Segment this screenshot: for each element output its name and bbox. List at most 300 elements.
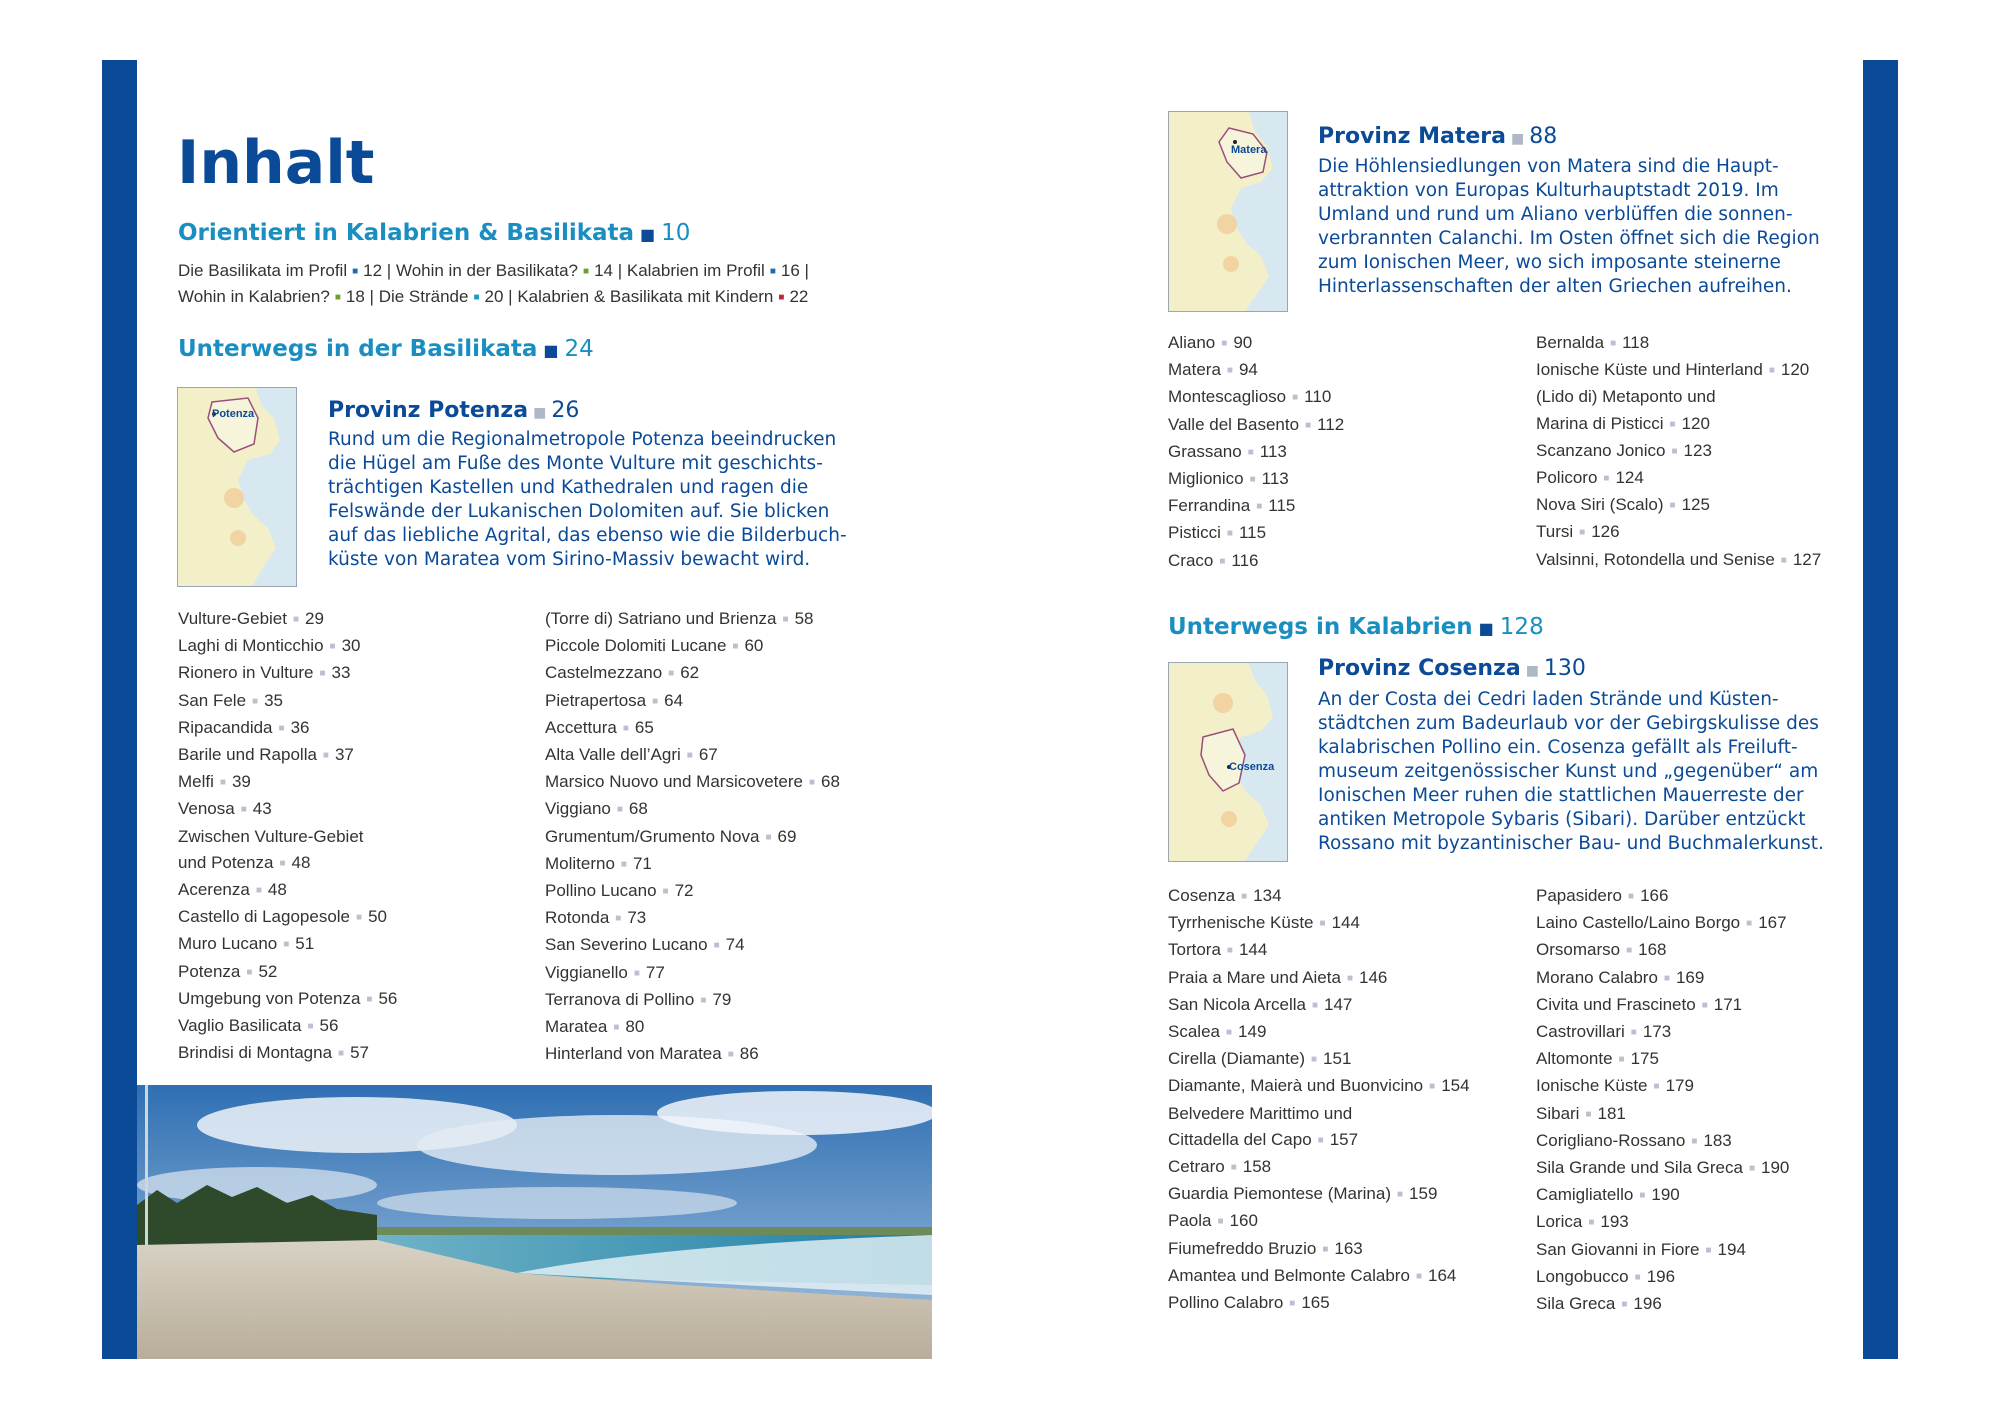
desc-line: Rossano mit byzantinischer Bau- und Buchmalerkunst. [1318, 833, 1824, 854]
toc-entry-page: 58 [794, 609, 814, 628]
orient-link[interactable] [178, 261, 382, 280]
toc-entry-name: Paola [1168, 1211, 1212, 1231]
toc-entry-page: 50 [368, 907, 387, 927]
toc-entry[interactable] [178, 1013, 397, 1040]
toc-entry[interactable] [1168, 1154, 1470, 1181]
section-heading-orientiert[interactable] [178, 220, 690, 246]
toc-entry[interactable] [545, 1014, 840, 1041]
toc-entry-name: Papasidero [1536, 886, 1623, 905]
toc-entry[interactable] [178, 660, 397, 687]
square-bullet-icon: ■ [219, 777, 226, 789]
toc-entry-name: Scalea [1168, 1022, 1220, 1042]
province-heading-cosenza[interactable] [1318, 656, 1586, 681]
square-bullet-icon: ■ [1317, 1134, 1324, 1146]
orient-link-text: Wohin in Kalabrien? [178, 287, 330, 306]
toc-entry-page: 126 [1591, 522, 1620, 542]
toc-entry[interactable] [545, 769, 840, 796]
toc-entry[interactable] [1536, 992, 1789, 1019]
toc-entry-page: 115 [1238, 523, 1267, 543]
toc-entry[interactable] [545, 851, 840, 878]
section-heading-basilikata[interactable] [178, 336, 594, 362]
toc-entry-name: Montescaglioso [1168, 387, 1287, 407]
toc-entry[interactable] [1536, 411, 1821, 438]
toc-entry[interactable] [1168, 1236, 1470, 1263]
toc-entry[interactable] [1168, 992, 1470, 1019]
toc-entry-page: 71 [632, 853, 652, 873]
orient-link-text: Wohin in der Basilikata? [395, 261, 579, 280]
square-bullet-icon: ■ [1669, 500, 1676, 512]
toc-entry-name: (Lido di) Metaponto und [1536, 387, 1716, 407]
toc-entry[interactable] [1536, 910, 1789, 937]
toc-entry-name: Valsinni, Rotondella und Senise [1536, 549, 1775, 569]
toc-entry-page: 65 [634, 717, 654, 737]
heading-page: 88 [1529, 124, 1558, 149]
toc-entry-name: Grassano [1168, 441, 1242, 461]
heading-text: Unterwegs in Kalabrien [1168, 614, 1473, 640]
orient-links-line-2 [178, 284, 878, 310]
toc-entry-name: Laino Castello/Laino Borgo [1536, 913, 1741, 933]
toc-entry[interactable] [1536, 1073, 1789, 1100]
toc-entry[interactable] [178, 824, 397, 850]
toc-entry-name: Belvedere Marittimo und [1168, 1103, 1353, 1123]
toc-entry-name: Maratea [545, 1017, 608, 1037]
orient-link[interactable] [627, 261, 800, 280]
toc-entry[interactable] [1168, 384, 1344, 411]
toc-entry[interactable] [1536, 965, 1789, 992]
toc-entry-page: 118 [1622, 333, 1650, 352]
toc-entry-name: Bernalda [1536, 333, 1605, 352]
desc-line: die Hügel am Fuße des Monte Vulture mit geschichts- [328, 453, 823, 474]
toc-entry-name: (Torre di) Satriano und Brienza [545, 609, 777, 628]
heading-page: 10 [661, 220, 691, 246]
toc-entry[interactable] [1536, 1209, 1789, 1236]
orient-links [178, 258, 878, 310]
potenza-map-thumbnail [177, 387, 297, 587]
square-bullet-icon: ■ [1230, 1162, 1237, 1174]
toc-entry-page: 113 [1259, 441, 1287, 461]
toc-entry-page: 64 [664, 690, 684, 710]
square-bullet-icon: ■ [1256, 501, 1263, 513]
toc-entry-name: Matera [1168, 360, 1221, 380]
toc-entry-page: 110 [1304, 387, 1332, 407]
toc-entry[interactable] [1168, 548, 1344, 575]
toc-entry[interactable] [545, 905, 840, 932]
toc-entry[interactable] [1536, 1101, 1789, 1128]
province-heading-matera[interactable] [1318, 124, 1557, 149]
map-label: Potenza [212, 408, 255, 420]
square-bullet-icon: ■ [583, 266, 590, 277]
square-bullet-icon: ■ [662, 886, 669, 898]
map-label: Matera [1231, 144, 1267, 156]
toc-entry-name: Alta Valle dell’Agri [545, 745, 681, 765]
toc-entry-name: Vulture-Gebiet [178, 609, 287, 628]
toc-entry-page: 29 [305, 609, 324, 628]
square-bullet-icon: ■ [1653, 1081, 1660, 1093]
square-bullet-icon: ■ [1618, 1054, 1625, 1066]
toc-entry[interactable] [545, 606, 840, 633]
square-bullet-icon: ■ [1225, 1027, 1233, 1039]
toc-entry-name: Scanzano Jonico [1536, 440, 1666, 460]
toc-entry[interactable] [1536, 1291, 1789, 1318]
toc-entry[interactable] [1536, 547, 1821, 574]
square-bullet-icon: ■ [1628, 891, 1635, 902]
toc-entry[interactable] [1536, 1264, 1789, 1291]
toc-entry[interactable] [1536, 1237, 1789, 1264]
square-bullet-icon: ■ [1292, 392, 1299, 404]
toc-entry-name: Rionero in Vulture [178, 663, 314, 683]
toc-entry[interactable] [1168, 1263, 1470, 1290]
toc-entry-name: Craco [1168, 550, 1214, 570]
toc-entry[interactable] [1168, 1101, 1470, 1127]
toc-entry-name: Brindisi di Montagna [178, 1043, 333, 1063]
square-bullet-icon: ■ [1691, 1135, 1698, 1147]
toc-entry-page: 160 [1229, 1211, 1258, 1231]
square-bullet-icon: ■ [616, 804, 623, 816]
toc-entry[interactable] [1168, 1127, 1470, 1154]
orient-link[interactable] [178, 287, 365, 306]
toc-entry-name: Piccole Dolomiti Lucane [545, 636, 727, 656]
matera-description [1318, 155, 1858, 299]
toc-entry[interactable] [178, 688, 397, 715]
toc-entry-page: 125 [1681, 495, 1710, 515]
toc-entry[interactable] [178, 850, 397, 877]
potenza-description [328, 428, 888, 572]
desc-line: verbrannten Calanchi. Im Osten öffnet sich die Region [1318, 228, 1820, 249]
square-bullet-icon: ■ [283, 939, 290, 951]
toc-entry[interactable] [1168, 493, 1344, 520]
toc-entry-page: 181 [1597, 1103, 1626, 1123]
toc-entry[interactable] [545, 688, 840, 715]
toc-entry-page: 151 [1323, 1049, 1352, 1069]
toc-entry-name: Ripacandida [178, 717, 273, 737]
toc-entry-name: Viggiano [545, 799, 611, 819]
toc-entry-name: Lorica [1536, 1212, 1583, 1232]
toc-entry-name: Morano Calabro [1536, 967, 1658, 987]
square-bullet-icon: ■ [1748, 1163, 1755, 1175]
toc-entry-name: Castrovillari [1536, 1022, 1625, 1042]
desc-line: kalabrischen Pollino ein. Cosenza gefällt als Freiluft- [1318, 737, 1798, 758]
toc-entry-page: 94 [1238, 360, 1258, 380]
desc-line: antiken Metropole Sybaris (Sibari). Darüber entzückt [1318, 809, 1806, 830]
toc-entry-name: Sila Grande und Sila Greca [1536, 1158, 1743, 1178]
square-bullet-icon: ■ [252, 695, 259, 707]
toc-entry[interactable] [1536, 519, 1821, 546]
toc-entry-name: Ionische Küste und Hinterland [1536, 360, 1763, 380]
toc-entry-page: 60 [744, 636, 764, 656]
square-bullet-icon: ■ [1415, 1270, 1422, 1282]
square-bullet-icon: ■ [1780, 554, 1787, 566]
toc-entry-name: Castello di Lagopesole [178, 907, 351, 927]
toc-entry-name: Pietrapertosa [545, 690, 647, 710]
toc-entry[interactable] [1168, 439, 1344, 466]
toc-entry[interactable] [178, 986, 397, 1013]
square-bullet-icon: ■ [1626, 945, 1633, 957]
desc-line: trächtigen Kastellen und Kathedralen und ragen die [328, 477, 809, 498]
square-bullet-icon: ■ [620, 858, 627, 870]
toc-entry[interactable] [178, 931, 397, 958]
toc-entry-name: Rotonda [545, 908, 610, 928]
toc-entry[interactable] [1168, 330, 1344, 357]
orient-link-page: 12 [363, 261, 383, 280]
toc-entry[interactable] [178, 796, 397, 823]
toc-entry-name: Hinterland von Maratea [545, 1044, 722, 1064]
square-bullet-icon: ■ [1588, 1217, 1595, 1229]
toc-entry[interactable] [545, 742, 840, 769]
toc-entry-page: 48 [291, 852, 311, 872]
square-bullet-icon: ■ [1310, 1054, 1318, 1066]
toc-entry-name: Guardia Piemontese (Marina) [1168, 1184, 1391, 1204]
toc-entry-name: Zwischen Vulture-Gebiet [178, 826, 364, 846]
toc-entry[interactable] [1536, 438, 1821, 465]
toc-entry-name: Marsico Nuovo und Marsicovetere [545, 772, 803, 792]
toc-entry[interactable] [1536, 1182, 1789, 1209]
toc-entry-page: 144 [1238, 940, 1268, 960]
toc-entry-page: 193 [1600, 1212, 1629, 1232]
toc-entry-name: Longobucco [1536, 1266, 1629, 1286]
toc-entry-name: Diamante, Maierà und Buonvicino [1168, 1076, 1424, 1096]
toc-entry-name: Castelmezzano [545, 663, 663, 683]
orient-link-page: 20 [484, 287, 504, 306]
square-bullet-icon: ■ [732, 641, 739, 653]
toc-entry-page: 124 [1615, 468, 1644, 488]
toc-entry[interactable] [545, 932, 840, 959]
toc-entry-page: 163 [1334, 1238, 1363, 1258]
toc-entry-page: 166 [1640, 886, 1669, 905]
cosenza-toc-column-2 [1536, 883, 1789, 1318]
toc-entry[interactable] [1536, 1019, 1789, 1046]
toc-entry[interactable] [1168, 937, 1470, 964]
toc-entry-page: 67 [698, 745, 718, 765]
square-bullet-icon: ■ [782, 614, 789, 625]
square-bullet-icon: ■ [640, 225, 656, 244]
toc-entry-page: 173 [1642, 1022, 1672, 1042]
desc-line: Rund um die Regionalmetropole Potenza beeindrucken [328, 429, 837, 450]
separator: | [799, 261, 809, 280]
square-bullet-icon: ■ [1217, 1216, 1224, 1228]
toc-entry[interactable] [545, 1041, 840, 1068]
orient-links-line-1 [178, 258, 878, 284]
section-heading-kalabrien[interactable] [1168, 614, 1544, 640]
toc-entry[interactable] [1536, 1155, 1789, 1182]
cosenza-toc-column-1 [1168, 883, 1470, 1317]
toc-entry-page: 33 [331, 663, 351, 683]
toc-entry[interactable] [1536, 465, 1821, 492]
toc-entry-page: 90 [1233, 333, 1253, 352]
toc-entry[interactable] [178, 1040, 397, 1067]
square-bullet-icon: ■ [1311, 999, 1319, 1011]
toc-entry[interactable] [1168, 466, 1344, 493]
toc-entry[interactable] [1536, 1128, 1789, 1155]
toc-entry-page: 196 [1646, 1266, 1676, 1286]
square-bullet-icon: ■ [1226, 528, 1233, 540]
toc-entry-page: 39 [231, 772, 251, 792]
toc-entry[interactable] [1168, 520, 1344, 547]
square-bullet-icon: ■ [1701, 999, 1708, 1011]
toc-entry-page: 175 [1630, 1049, 1659, 1069]
square-bullet-icon: ■ [533, 405, 547, 421]
square-bullet-icon: ■ [1396, 1189, 1404, 1201]
desc-line: Die Höhlensiedlungen von Matera sind die Haupt- [1318, 156, 1779, 177]
square-bullet-icon: ■ [1226, 945, 1233, 957]
toc-entry-page: 120 [1681, 413, 1710, 433]
toc-entry[interactable] [178, 742, 397, 769]
toc-entry-page: 134 [1253, 886, 1282, 905]
toc-entry[interactable] [545, 960, 840, 987]
toc-entry-page: 194 [1717, 1239, 1746, 1259]
toc-entry-page: 80 [625, 1017, 645, 1037]
toc-entry-page: 37 [334, 745, 354, 765]
toc-entry[interactable] [545, 715, 840, 742]
toc-entry-page: 154 [1441, 1076, 1470, 1096]
toc-entry-page: 62 [680, 663, 700, 683]
toc-entry[interactable] [1168, 1073, 1470, 1100]
toc-entry[interactable] [1536, 883, 1789, 910]
toc-entry-page: 72 [674, 881, 694, 901]
toc-entry-name: Venosa [178, 799, 235, 819]
toc-entry[interactable] [178, 769, 397, 796]
heading-text: Provinz Potenza [328, 398, 529, 423]
matera-map-thumbnail [1168, 111, 1288, 312]
toc-entry[interactable] [1168, 1019, 1470, 1046]
cosenza-map-thumbnail [1168, 662, 1288, 862]
toc-entry-name: Pollino Calabro [1168, 1293, 1284, 1313]
square-bullet-icon: ■ [1305, 419, 1312, 431]
toc-entry-name: Potenza [178, 961, 241, 981]
toc-entry[interactable] [1168, 965, 1470, 992]
square-bullet-icon: ■ [765, 831, 772, 843]
orient-link[interactable] [517, 287, 808, 306]
toc-entry-page: 56 [319, 1016, 339, 1036]
toc-entry[interactable] [1168, 1046, 1470, 1073]
heading-page: 24 [564, 336, 594, 362]
toc-entry-page: 123 [1683, 440, 1712, 460]
toc-entry-name: Miglionico [1168, 469, 1244, 489]
toc-entry-page: 35 [264, 690, 284, 710]
toc-entry[interactable] [178, 715, 397, 742]
square-bullet-icon: ■ [727, 1049, 734, 1061]
square-bullet-icon: ■ [1322, 1243, 1329, 1255]
toc-entry-page: 120 [1780, 360, 1810, 380]
orient-link-page: 18 [345, 287, 365, 306]
toc-entry[interactable] [178, 606, 397, 633]
square-bullet-icon: ■ [713, 940, 720, 952]
beach-photo [137, 1085, 932, 1359]
potenza-toc-column-2 [545, 606, 840, 1068]
toc-entry[interactable] [545, 987, 840, 1014]
desc-line: attraktion von Europas Kulturhauptstadt 2019. Im [1318, 180, 1779, 201]
square-bullet-icon: ■ [613, 1022, 620, 1034]
toc-entry-page: 144 [1331, 913, 1360, 933]
square-bullet-icon: ■ [1669, 418, 1676, 430]
toc-entry-page: 157 [1329, 1129, 1359, 1149]
toc-entry-name: Vaglio Basilicata [178, 1016, 302, 1036]
separator: | [612, 261, 627, 280]
toc-entry-name: Policoro [1536, 468, 1598, 488]
square-bullet-icon: ■ [778, 292, 785, 303]
beach-image [137, 1085, 932, 1359]
toc-entry-page: 146 [1359, 967, 1388, 987]
toc-entry-page: 168 [1638, 940, 1667, 960]
square-bullet-icon: ■ [543, 341, 559, 360]
orient-link[interactable] [396, 261, 613, 280]
toc-entry[interactable] [1168, 1290, 1470, 1317]
toc-entry[interactable] [1168, 412, 1344, 439]
square-bullet-icon: ■ [366, 993, 373, 1005]
toc-entry-page: 51 [295, 934, 315, 954]
square-bullet-icon: ■ [1634, 1271, 1641, 1283]
toc-entry[interactable] [1536, 384, 1821, 410]
square-bullet-icon: ■ [1221, 338, 1228, 349]
toc-entry-page: 43 [252, 799, 272, 819]
toc-entry[interactable] [1536, 492, 1821, 519]
toc-entry[interactable] [1536, 937, 1789, 964]
toc-entry-page: 73 [627, 908, 647, 928]
toc-entry[interactable] [1168, 883, 1470, 910]
square-bullet-icon: ■ [1319, 918, 1326, 930]
square-bullet-icon: ■ [473, 292, 480, 303]
toc-entry[interactable] [178, 877, 397, 904]
desc-line: Umland und rund um Aliano verblüffen die sonnen- [1318, 204, 1793, 225]
toc-entry[interactable] [178, 633, 397, 660]
province-heading-potenza[interactable] [328, 398, 579, 423]
square-bullet-icon: ■ [1510, 131, 1525, 147]
toc-entry-name: Corigliano-Rossano [1536, 1130, 1686, 1150]
toc-entry-name: Nova Siri (Scalo) [1536, 495, 1664, 515]
toc-entry-name: Cetraro [1168, 1157, 1225, 1177]
toc-entry[interactable] [545, 660, 840, 687]
toc-entry-name: Marina di Pisticci [1536, 413, 1664, 433]
heading-page: 26 [551, 398, 580, 423]
toc-entry[interactable] [545, 633, 840, 660]
toc-entry-page: 86 [739, 1044, 759, 1064]
toc-entry[interactable] [1168, 1181, 1470, 1208]
square-bullet-icon: ■ [1249, 474, 1256, 486]
square-bullet-icon: ■ [1671, 445, 1678, 457]
toc-entry[interactable] [1536, 357, 1821, 384]
toc-entry-page: 68 [821, 772, 840, 792]
toc-entry-name: Cosenza [1168, 886, 1236, 905]
toc-entry[interactable] [545, 824, 840, 851]
toc-entry[interactable] [1168, 357, 1344, 384]
toc-entry[interactable] [545, 878, 840, 905]
orient-link[interactable] [379, 287, 504, 306]
toc-entry-name: Praia a Mare und Aieta [1168, 967, 1341, 987]
toc-entry-page: 68 [628, 799, 648, 819]
heading-text: Orientiert in Kalabrien & Basilikata [178, 220, 635, 246]
desc-line: städtchen zum Badeurlaub vor der Gebirgskulisse des [1318, 713, 1819, 734]
square-bullet-icon: ■ [292, 614, 300, 625]
heading-page: 130 [1543, 656, 1586, 681]
toc-entry[interactable] [545, 796, 840, 823]
separator: | [364, 287, 379, 306]
desc-line: Ionischen Meer ruhen die stattlichen Mauerreste der [1318, 785, 1804, 806]
toc-entry-page: 79 [712, 989, 732, 1009]
toc-entry[interactable] [178, 959, 397, 986]
square-bullet-icon: ■ [352, 266, 359, 277]
toc-entry[interactable] [178, 904, 397, 931]
toc-entry-page: 147 [1324, 994, 1353, 1014]
toc-entry-page: 183 [1703, 1130, 1732, 1150]
toc-entry-name: Acerenza [178, 880, 250, 900]
orient-link-text: Kalabrien & Basilikata mit Kindern [517, 287, 774, 306]
toc-entry[interactable] [1536, 330, 1821, 357]
toc-entry[interactable] [1168, 1208, 1470, 1235]
toc-entry[interactable] [1168, 910, 1470, 937]
toc-entry[interactable] [1536, 1046, 1789, 1073]
square-bullet-icon: ■ [329, 641, 336, 653]
toc-entry-page: 169 [1675, 967, 1705, 987]
square-bullet-icon: ■ [1478, 619, 1494, 638]
